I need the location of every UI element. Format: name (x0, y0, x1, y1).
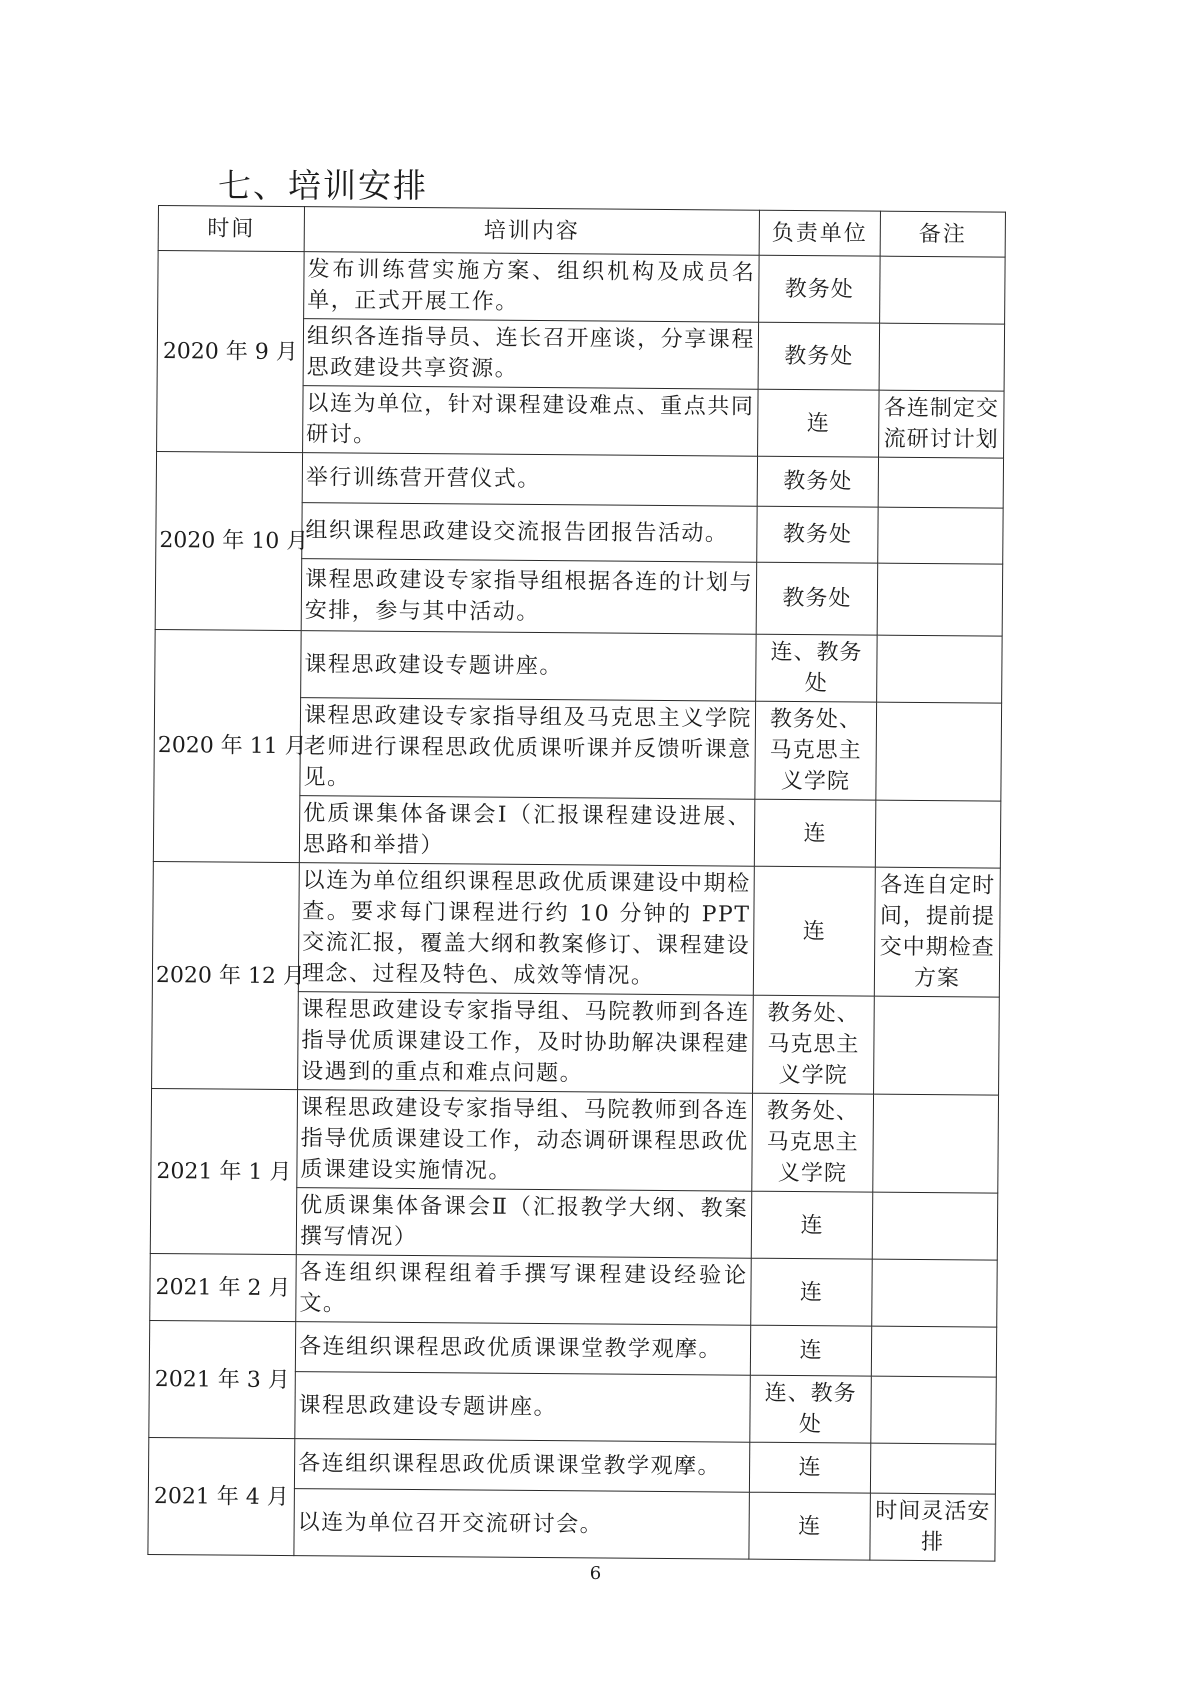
content-cell: 各连组织课程思政优质课课堂教学观摩。 (294, 1439, 749, 1493)
table-row (156, 451, 1003, 508)
content-cell: 课程思政建设专家指导组根据各连的计划与安排，参与其中活动。 (301, 559, 757, 635)
unit-cell: 连 (750, 1325, 871, 1376)
month-cell: 2021 年 4 月 (148, 1437, 295, 1555)
unit-cell: 连 (758, 389, 880, 457)
header-unit: 负责单位 (759, 210, 880, 256)
unit-cell: 教务处 (759, 255, 881, 323)
unit-cell: 连 (749, 1492, 871, 1560)
note-cell (873, 1094, 999, 1193)
content-cell: 发布训练营实施方案、组织机构及成员名单，正式开展工作。 (304, 252, 760, 323)
unit-cell: 连、教务处 (750, 1375, 872, 1443)
table-row (152, 861, 1000, 997)
content-cell: 以连为单位组织课程思政优质课建设中期检查。要求每门课程进行约 10 分钟的 PPT 交流汇报，覆盖大纲和教案修订、课程建设理念、过程及特色、成效等情况。 (298, 863, 754, 996)
table-row (158, 251, 1006, 325)
note-cell (871, 1326, 996, 1377)
header-content: 培训内容 (304, 207, 759, 256)
content-cell: 组织课程思政建设交流报告团报告活动。 (302, 503, 757, 563)
content-cell: 课程思政建设专题讲座。 (295, 1372, 751, 1443)
section-title: 七、培训安排 (218, 166, 428, 205)
content-cell: 各连组织课程思政优质课课堂教学观摩。 (295, 1322, 750, 1376)
unit-cell: 连、教务处 (756, 634, 878, 702)
table-row (151, 1088, 999, 1193)
month-cell: 2021 年 3 月 (149, 1320, 296, 1438)
page-number: 6 (589, 1563, 602, 1584)
unit-cell: 教务处、马克思主义学院 (755, 701, 877, 800)
note-cell: 各连制定交流研讨计划 (879, 390, 1005, 458)
content-cell: 以连为单位，针对课程建设难点、重点共同研讨。 (303, 386, 759, 457)
note-cell (878, 457, 1003, 508)
header-row (158, 206, 1005, 258)
month-cell: 2020 年 11 月 (153, 629, 301, 862)
note-cell (874, 996, 1000, 1095)
note-cell (877, 635, 1003, 703)
content-cell: 课程思政建设专家指导组、马院教师到各连指导优质课建设工作，动态调研课程思政优质课建设实施情况。 (297, 1090, 753, 1192)
content-cell: 课程思政建设专家指导组及马克思主义学院老师进行课程思政优质课听课并反馈听课意见。 (300, 698, 756, 800)
unit-cell: 教务处、马克思主义学院 (753, 995, 875, 1094)
note-cell (879, 323, 1005, 391)
content-cell: 组织各连指导员、连长召开座谈，分享课程思政建设共享资源。 (303, 319, 759, 390)
unit-cell: 连 (754, 799, 876, 867)
note-cell (871, 1376, 997, 1444)
header-time: 时间 (158, 206, 304, 252)
table-row (155, 629, 1003, 703)
unit-cell: 连 (751, 1191, 873, 1259)
month-cell: 2020 年 12 月 (152, 861, 300, 1089)
note-cell: 各连自定时间，提前提交中期检查方案 (874, 867, 1000, 997)
table-row (148, 1437, 995, 1494)
note-cell (880, 256, 1006, 324)
note-cell (876, 702, 1002, 801)
month-cell: 2020 年 9 月 (157, 251, 305, 453)
note-cell (872, 1259, 998, 1327)
content-cell: 优质课集体备课会Ⅱ（汇报教学大纲、教案撰写情况） (296, 1188, 752, 1259)
unit-cell: 连 (753, 866, 875, 996)
unit-cell: 教务处、马克思主义学院 (752, 1093, 874, 1192)
month-cell: 2021 年 1 月 (150, 1088, 297, 1254)
header-note: 备注 (880, 211, 1005, 257)
note-cell (870, 1443, 995, 1494)
note-cell (875, 800, 1001, 868)
note-cell: 时间灵活安排 (870, 1493, 996, 1561)
training-schedule-table (147, 205, 1006, 1562)
table-row (149, 1320, 996, 1377)
note-cell (877, 563, 1003, 636)
content-cell: 举行训练营开营仪式。 (302, 453, 757, 507)
month-cell: 2021 年 2 月 (150, 1253, 297, 1321)
note-cell (872, 1192, 998, 1260)
month-cell: 2020 年 10 月 (155, 451, 302, 630)
content-cell: 各连组织课程组着手撰写课程建设经验论文。 (296, 1255, 752, 1326)
unit-cell: 连 (749, 1442, 870, 1493)
unit-cell: 教务处 (757, 456, 878, 507)
content-cell: 以连为单位召开交流研讨会。 (294, 1489, 750, 1560)
unit-cell: 连 (751, 1258, 873, 1326)
content-cell: 课程思政建设专题讲座。 (301, 631, 757, 702)
unit-cell: 教务处 (758, 322, 880, 390)
unit-cell: 教务处 (757, 506, 878, 563)
content-cell: 课程思政建设专家指导组、马院教师到各连指导优质课建设工作，及时协助解决课程建设遇到的重点和难点问题。 (298, 992, 754, 1094)
content-cell: 优质课集体备课会Ⅰ（汇报课程建设进展、思路和举措） (299, 796, 755, 867)
note-cell (878, 507, 1003, 564)
unit-cell: 教务处 (756, 562, 878, 635)
table-row (150, 1253, 998, 1327)
